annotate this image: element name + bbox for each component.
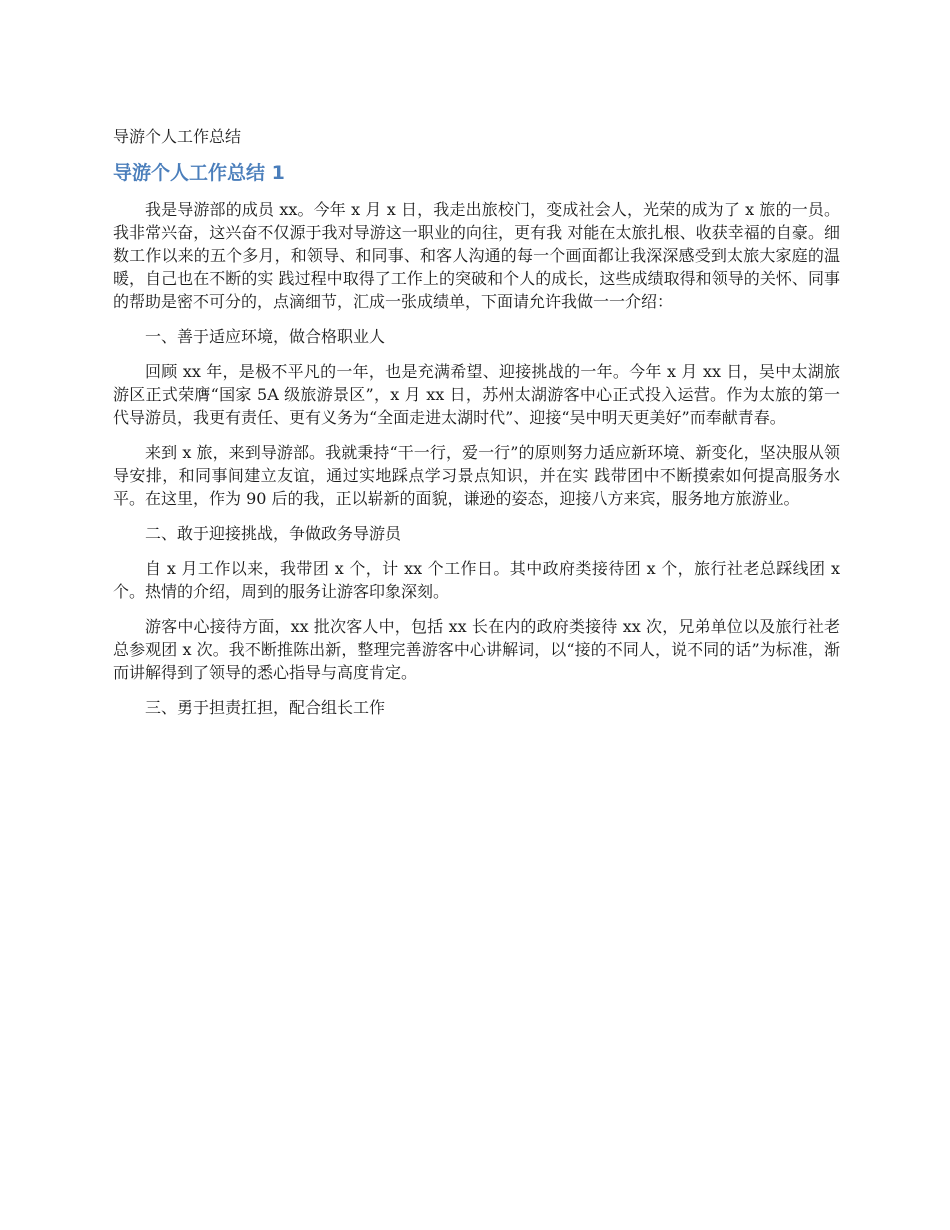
paragraph-adapt: 来到 x 旅，来到导游部。我就秉持“干一行，爱一行”的原则努力适应新环境、新变化，坚决服从领导安排，和同事间建立友谊，通过实地踩点学习景点知识，并在实 践带团中不断摸索如何提高服务水平。在这里，作为 90 后的我，正以崭新的面貌，谦逊的姿态，迎接八方来宾，服务地方旅游业。 bbox=[113, 443, 840, 508]
paragraph-visitor-center: 游客中心接待方面，xx 批次客人中，包括 xx 长在内的政府类接待 xx 次，兄弟单位以及旅行社老总参观团 x 次。我不断推陈出新，整理完善游客中心讲解词，以“接的不同人，说不同的话”为标准，渐而讲解得到了领导的悉心指导与高度肯定。 bbox=[113, 617, 840, 682]
subheading-2: 二、敢于迎接挑战，争做政务导游员 bbox=[145, 524, 402, 543]
paragraph-tours: 自 x 月工作以来，我带团 x 个，计 xx 个工作日。其中政府类接待团 x 个，旅行社老总踩线团 x 个。热情的介绍，周到的服务让游客印象深刻。 bbox=[113, 559, 840, 601]
section-heading: 导游个人工作总结 1 bbox=[113, 162, 285, 184]
paragraph-intro: 我是导游部的成员 xx。今年 x 月 x 日，我走出旅校门，变成社会人，光荣的成为了 x 旅的一员。我非常兴奋，这兴奋不仅源于我对导游这一职业的向往，更有我 对能在太旅扎根、收获幸福的自豪。细数工作以来的五个多月，和领导、和同事、和客人沟通的每一个画面都让我深深感受到太旅大家庭的温暖，自己也在不断的实 践过程中取得了工作上的突破和个人的成长，这些成绩取得和领导的关怀、同事的帮助是密不可分的，点滴细节，汇成一张成绩单，下面请允许我做一一介绍： bbox=[113, 200, 840, 311]
document-title: 导游个人工作总结 bbox=[113, 127, 242, 146]
document-page bbox=[113, 126, 840, 731]
paragraph-review: 回顾 xx 年，是极不平凡的一年，也是充满希望、迎接挑战的一年。今年 x 月 xx 日，吴中太湖旅游区正式荣膺“国家 5A 级旅游景区”，x 月 xx 日，苏州太湖游客中心正式投入运营。作为太旅的第一代导游员，我更有责任、更有义务为“全面走进太湖时代”、迎接“吴中明天更美好”而奉献青春。 bbox=[113, 362, 840, 427]
subheading-3: 三、勇于担责扛担，配合组长工作 bbox=[145, 698, 386, 717]
subheading-1: 一、善于适应环境，做合格职业人 bbox=[145, 327, 386, 346]
